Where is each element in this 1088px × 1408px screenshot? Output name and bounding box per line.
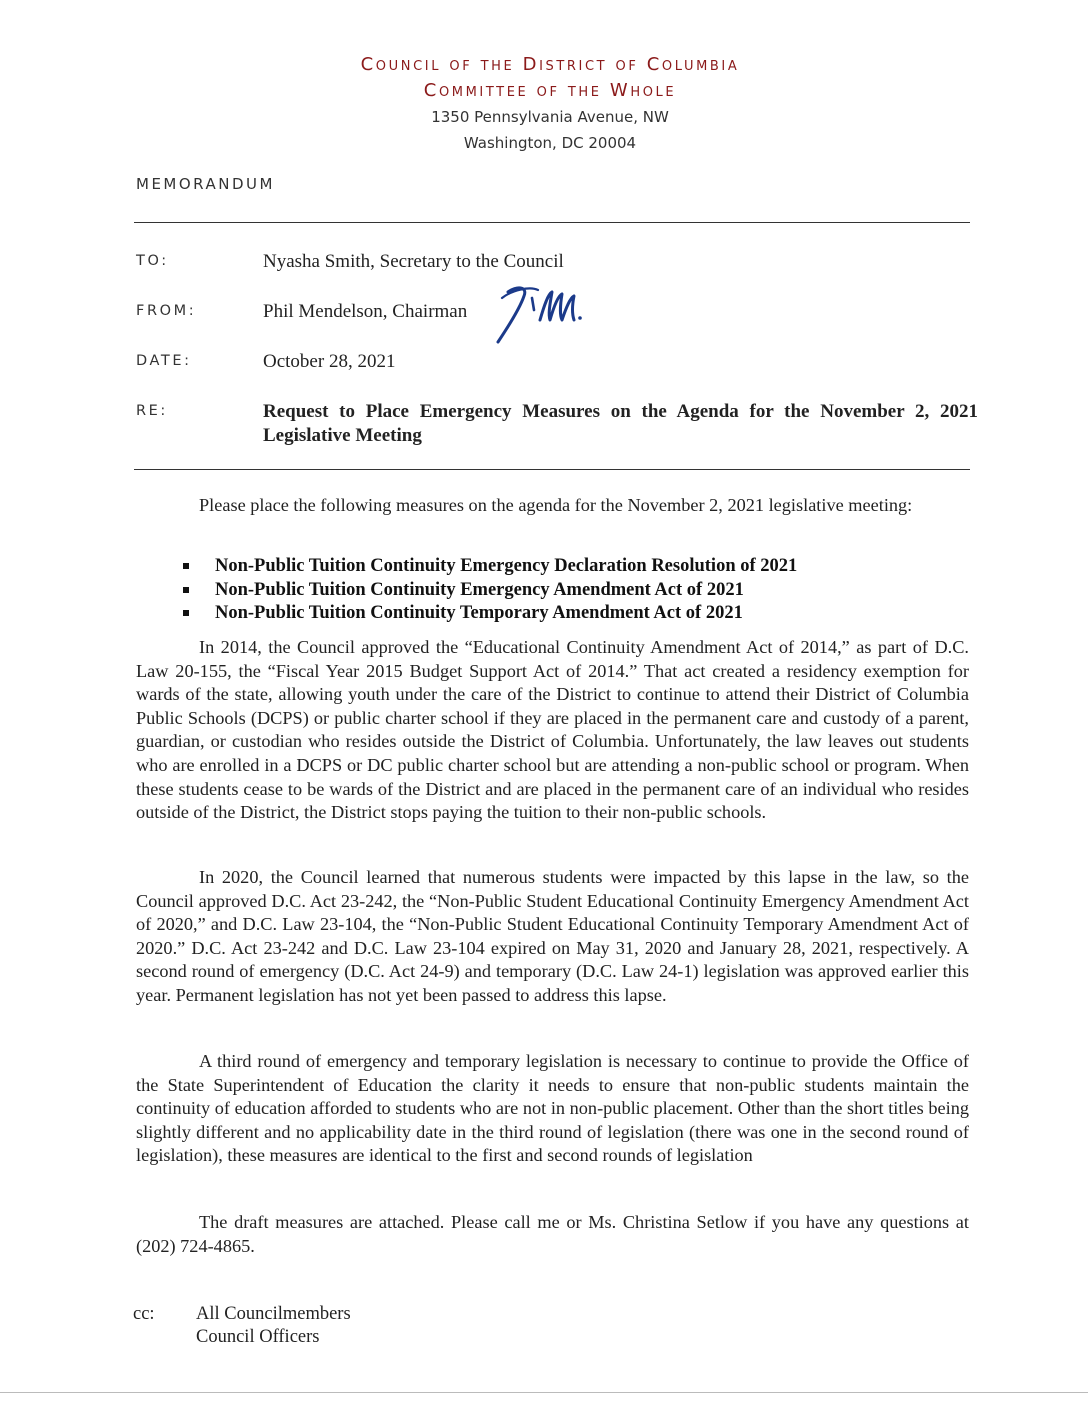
page-bottom-edge [0, 1392, 1088, 1393]
body-paragraph: A third round of emergency and temporary legislation is necessary to continue to provide the Office of the State Superintendent of Education the clarity it needs to ensure that non-public students maintain the continuity of education afforded to students who are not in non-public placement. Other than the short titles being slightly different and no applicability date in the third round of legislation (there was one in the second round of legislation), these measures are identical to the first and second rounds of legislation [136, 1051, 969, 1166]
cc-key: cc: [133, 1304, 155, 1324]
date-value: October 28, 2021 [263, 351, 396, 372]
body-paragraph: The draft measures are attached. Please call me or Ms. Christina Setlow if you have any questions at (202) 724-4865. [136, 1212, 969, 1256]
body-paragraph: In 2020, the Council learned that numerous students were impacted by this lapse in the law, so the Council approved D.C. Act 23-242, the “Non-Public Student Educational Continuity Emergency Amendment Act of 2020,” and D.C. Law 23-104, the “Non-Public Student Educational Continuity Temporary Amendment Act of 2020.” D.C. Act 23-242 and D.C. Law 23-104 expired on May 31, 2020 and January 28, 2021, respectively. A second round of emergency (D.C. Act 24-9) and temporary (D.C. Law 24-1) legislation was approved earlier this year. Permanent legislation has not yet been passed to address this lapse. [136, 867, 969, 1005]
to-value: Nyasha Smith, Secretary to the Council [263, 251, 564, 272]
intro-paragraph: Please place the following measures on the agenda for the November 2, 2021 legislative meeting: [199, 495, 913, 515]
memorandum-label: MEMORANDUM [136, 175, 275, 193]
body-paragraph: In 2014, the Council approved the “Educational Continuity Amendment Act of 2014,” as part of D.C. Law 20-155, the “Fiscal Year 2015 Budget Support Act of 2014.” That act created a residency exemption for wards of the state, allowing youth under the care of the District to continue to attend their District of Columbia Public Schools (DCPS) or public charter school if they are placed in the permanent care and custody of a parent, guardian, or custodian who resides outside the District of Columbia. Unfortunately, the law leaves out students who are enrolled in a DCPS or DC public charter school but are attending a non-public school or program. When these students cease to be wards of the District and are placed in the permanent care of an individual who resides outside of the District, the District stops paying the tuition to their non-public schools. [136, 637, 969, 823]
cc-recipients [196, 1303, 351, 1349]
measures-list [180, 555, 797, 626]
measure-item: Non-Public Tuition Continuity Emergency Declaration Resolution of 2021 [180, 555, 797, 579]
letterhead-council: Council of the District of Columbia [360, 54, 740, 75]
re-key: RE: [136, 403, 168, 419]
letterhead [0, 52, 1088, 156]
bullet-square [183, 587, 189, 593]
cc-recipient: Council Officers [196, 1327, 320, 1347]
measure-item: Non-Public Tuition Continuity Emergency Amendment Act of 2021 [180, 579, 797, 603]
bullet-square [183, 563, 189, 569]
letterhead-address-street: 1350 Pennsylvania Avenue, NW [431, 108, 669, 126]
measure-item: Non-Public Tuition Continuity Temporary Amendment Act of 2021 [180, 602, 797, 626]
cc-recipient: All Councilmembers [196, 1304, 351, 1324]
date-key: DATE: [136, 353, 192, 369]
from-key: FROM: [136, 303, 197, 319]
letterhead-committee: Committee of the Whole [423, 80, 677, 101]
re-subject: Request to Place Emergency Measures on the Agenda for the November 2, 2021 Legislative Meeting [263, 401, 978, 446]
header-top-rule [134, 222, 970, 223]
bullet-square [183, 610, 189, 616]
chairman-signature [488, 276, 598, 346]
letterhead-address-city: Washington, DC 20004 [463, 134, 637, 152]
to-key: TO: [136, 253, 169, 269]
header-bottom-rule [134, 469, 970, 470]
from-value: Phil Mendelson, Chairman [263, 301, 468, 322]
